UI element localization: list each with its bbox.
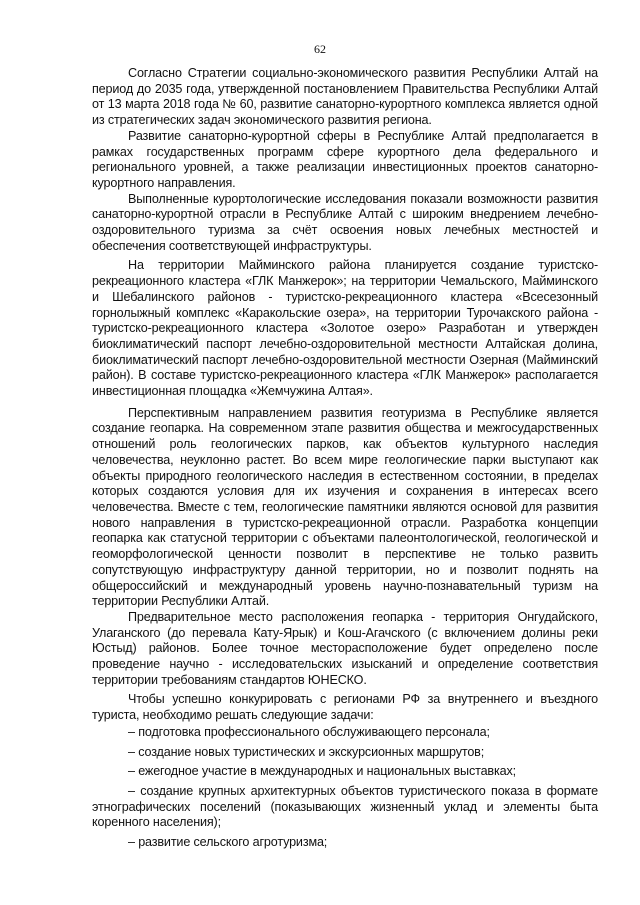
list-item: – подготовка профессионального обслуживающего персонала; <box>128 724 490 739</box>
paragraph-tasks-intro: Чтобы успешно конкурировать с регионами РФ за внутреннего и въездного туриста, необходимо решать следующие задачи: <box>92 692 598 723</box>
page-number: 62 <box>314 42 326 56</box>
paragraph-geopark: Перспективным направлением развития геотуризма в Республике является создание геопарка. На современном этапе развития общества и межгосударственных отношений роль геологических парков, как объектов культурного наследия человечества, неуклонно растет. Во всем мире геологические парки выступают как объекты природного геологического наследия в естественном состоянии, в пределах которых создаются условия для их изучения и сохранения в интересах всего человечества. Вместе с тем, геологические памятники являются основой для развития нового направления в туристско-рекреационной отрасли. Разработка концепции геопарка как статусной территории с объектами палеонтологической, геологической и геоморфологической ценности позволит в перспективе не только развить сопутствующую инфраструктуру данной территории, но и позволит поднять на общероссийский и международный уровень научно-познавательный туризм на территории Республики Алтай. <box>92 405 598 609</box>
tasks-list <box>92 725 598 851</box>
list-item: – развитие сельского агротуризма; <box>128 835 328 850</box>
paragraph-strategy: Согласно Стратегии социально-экономического развития Республики Алтай на период до 2035 года, утвержденной постановлением Правительства Республики Алтай от 13 марта 2018 года № 60, развитие санаторно-курортного комплекса является одной из стратегических задач экономического развития региона. <box>92 66 598 128</box>
paragraph-clusters: На территории Майминского района планируется создание туристско-рекреационного кластера «ГЛК Манжерок»; на территории Чемальского, Майминского и Шебалинского районов - туристско-рекреационного кластера «Всесезонный горнолыжный комплекс «Каракольские озера», на территории Турочакского района - туристско-рекреационного кластера «Золотое озеро» Разработан и утвержден биоклиматический паспорт лечебно-оздоровительной местности Алтайская долина, биоклиматический паспорт лечебно-оздоровительной местности Озерная (Майминский район). В составе туристско-рекреационного кластера «ГЛК Манжерок» располагается инвестиционная площадка «Жемчужина Алтая». <box>92 258 598 399</box>
list-item: – ежегодное участие в международных и национальных выставках; <box>128 764 516 779</box>
paragraph-sanatorium-development: Развитие санаторно-курортной сферы в Республике Алтай предполагается в рамках государственных программ сфере курортного дела федерального и регионального уровней, а также реализации инвестиционных проектов санаторно-курортного направления. <box>92 128 598 190</box>
paragraph-research: Выполненные курортологические исследования показали возможности развития санаторно-курортной отрасли в Республике Алтай с широким внедрением лечебно-оздоровительного туризма за счёт освоения новых лечебных местностей и обеспечения соответствующей инфраструктуры. <box>92 191 598 253</box>
document-body <box>92 66 598 851</box>
list-item: – создание крупных архитектурных объектов туристического показа в формате этнографических поселений (показывающих жизненный уклад и элементы быта коренного населения); <box>92 783 598 830</box>
list-item: – создание новых туристических и экскурсионных маршрутов; <box>128 744 485 759</box>
paragraph-geopark-location: Предварительное место расположения геопарка - территория Онгудайского, Улаганского (до перевала Кату-Ярык) и Кош-Агачского (с включением долины реки Юстыд) районов. Более точное месторасположение будет определено после проведение научно - исследовательских изысканий и определение соответствия территории требованиям стандартов ЮНЕСКО. <box>92 609 598 687</box>
